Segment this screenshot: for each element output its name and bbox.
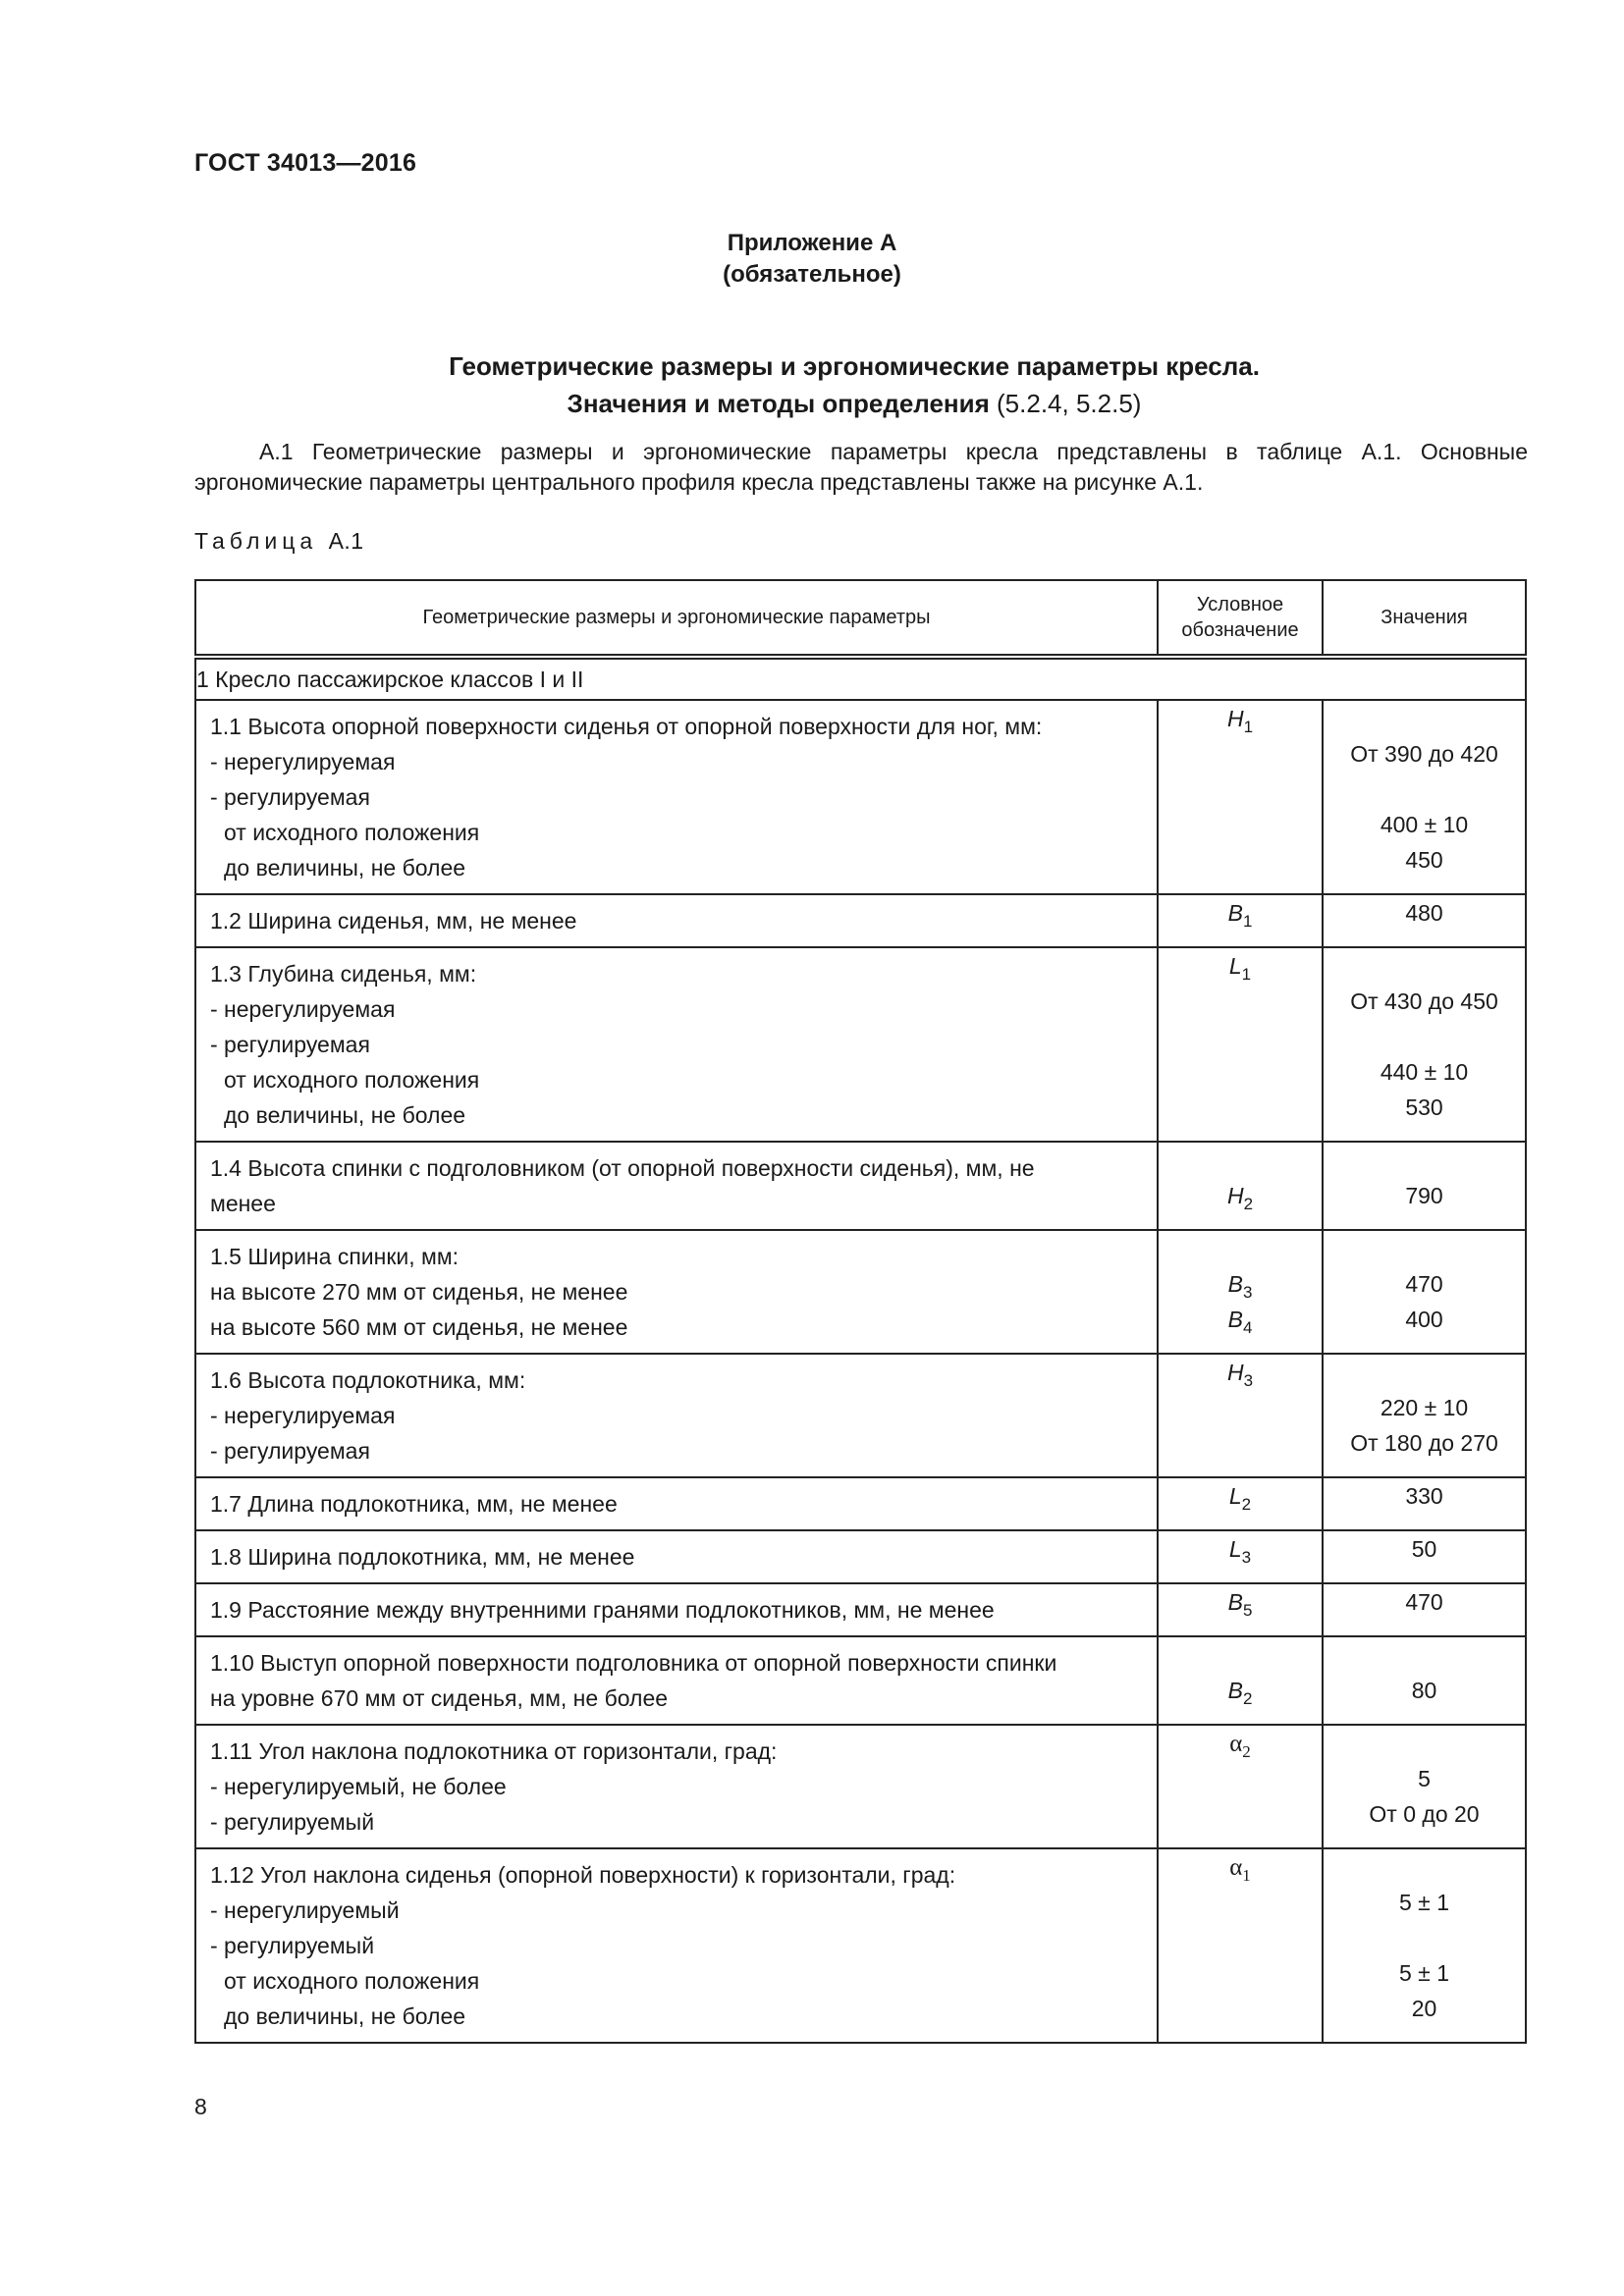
symbol-cell bbox=[1158, 1230, 1323, 1354]
symbol bbox=[1229, 1854, 1251, 1885]
symbol bbox=[1229, 1731, 1251, 1761]
value-line: 80 bbox=[1411, 1678, 1437, 1703]
table-row bbox=[195, 1230, 1526, 1354]
value-line: От 0 до 20 bbox=[1369, 1801, 1480, 1827]
value-line: 5 bbox=[1418, 1766, 1431, 1791]
parameter-cell bbox=[195, 1848, 1158, 2043]
table-row bbox=[195, 1725, 1526, 1848]
symbol-subscript: 1 bbox=[1241, 965, 1252, 984]
value-line bbox=[1324, 772, 1525, 807]
parameter-line: 1.5 Ширина спинки, мм: bbox=[210, 1244, 460, 1269]
parameter-line: 1.10 Выступ опорной поверхности подголовника от опорной поверхности спинки bbox=[210, 1650, 1057, 1676]
table-caption-number: А.1 bbox=[328, 528, 364, 554]
symbol-cell bbox=[1158, 947, 1323, 1142]
value-line: 400 bbox=[1405, 1307, 1443, 1332]
symbol-subscript: 3 bbox=[1243, 1371, 1254, 1390]
parameter-line: от исходного положения bbox=[224, 820, 480, 845]
annex-title: Приложение А bbox=[727, 230, 897, 256]
value-cell bbox=[1323, 1583, 1526, 1636]
symbol-base: B bbox=[1227, 1589, 1243, 1615]
symbol bbox=[1228, 1536, 1252, 1567]
value-line: 440 ± 10 bbox=[1380, 1059, 1469, 1085]
parameter-line: 1.8 Ширина подлокотника, мм, не менее bbox=[210, 1544, 635, 1570]
value-line: 5 ± 1 bbox=[1399, 1890, 1449, 1915]
value-line bbox=[1324, 1355, 1525, 1390]
symbol-base: L bbox=[1228, 1483, 1242, 1509]
parameter-line: от исходного положения bbox=[224, 1067, 480, 1093]
symbol bbox=[1226, 1183, 1254, 1213]
heading-line-2: Значения и методы определения bbox=[567, 389, 990, 418]
symbol-base: B bbox=[1227, 1307, 1243, 1332]
parameter-cell bbox=[195, 1725, 1158, 1848]
value-cell bbox=[1323, 1230, 1526, 1354]
parameter-line: 1.11 Угол наклона подлокотника от горизонтали, град: bbox=[210, 1738, 778, 1764]
parameter-cell bbox=[195, 1230, 1158, 1354]
value-line: 530 bbox=[1405, 1095, 1443, 1120]
parameter-line: - нерегулируемая bbox=[210, 996, 396, 1022]
parameter-line: 1.4 Высота спинки с подголовником (от опорной поверхности сиденья), мм, не bbox=[210, 1155, 1035, 1181]
annex-status: (обязательное) bbox=[723, 261, 901, 288]
symbol bbox=[1227, 1678, 1253, 1708]
value-line bbox=[1324, 1637, 1525, 1673]
heading-line-1: Геометрические размеры и эргономические параметры кресла. bbox=[449, 351, 1260, 381]
symbol-cell bbox=[1158, 1848, 1323, 2043]
symbol-subscript: 5 bbox=[1242, 1601, 1253, 1620]
symbol-base: L bbox=[1228, 953, 1242, 979]
parameter-cell bbox=[195, 1636, 1158, 1725]
value-line: От 430 до 450 bbox=[1350, 988, 1498, 1014]
value-cell bbox=[1323, 1530, 1526, 1583]
parameter-line: на уровне 670 мм от сиденья, мм, не более bbox=[210, 1685, 669, 1711]
symbol-subscript: 2 bbox=[1242, 1742, 1251, 1761]
parameter-line: на высоте 270 мм от сиденья, не менее bbox=[210, 1279, 628, 1305]
intro-paragraph: А.1 Геометрические размеры и эргономические параметры кресла представлены в таблице А.1. Основные эргономические параметры центрального профиля кресла представлены также на рисунке А.1. bbox=[194, 439, 1528, 495]
value-line: 400 ± 10 bbox=[1380, 812, 1469, 837]
value-line bbox=[1324, 1920, 1525, 1955]
symbol-base: H bbox=[1226, 1183, 1244, 1208]
annex-header bbox=[0, 228, 1624, 291]
symbol-subscript: 3 bbox=[1242, 1283, 1253, 1302]
symbol-base: L bbox=[1228, 1536, 1242, 1562]
symbol bbox=[1226, 1360, 1254, 1390]
symbol bbox=[1228, 1483, 1252, 1514]
parameter-cell bbox=[195, 947, 1158, 1142]
value-cell bbox=[1323, 1477, 1526, 1530]
value-cell bbox=[1323, 1142, 1526, 1230]
table-row bbox=[195, 1477, 1526, 1530]
value-cell bbox=[1323, 1354, 1526, 1477]
value-line: 480 bbox=[1405, 900, 1443, 926]
table-row bbox=[195, 1142, 1526, 1230]
table-caption-word: Таблица bbox=[194, 528, 318, 554]
table-row bbox=[195, 1354, 1526, 1477]
table-row bbox=[195, 1636, 1526, 1725]
symbol bbox=[1226, 706, 1254, 736]
parameter-line: до величины, не более bbox=[224, 1102, 466, 1128]
parameter-cell bbox=[195, 1477, 1158, 1530]
parameter-line: до величины, не более bbox=[224, 2003, 466, 2029]
parameter-cell bbox=[195, 1583, 1158, 1636]
heading-clause-ref: (5.2.4, 5.2.5) bbox=[989, 389, 1142, 418]
symbol-cell bbox=[1158, 1142, 1323, 1230]
symbol-base: B bbox=[1227, 1271, 1243, 1297]
parameter-line: от исходного положения bbox=[224, 1968, 480, 1994]
value-line: 330 bbox=[1405, 1483, 1443, 1509]
symbol-cell bbox=[1158, 894, 1323, 947]
value-line bbox=[1324, 1019, 1525, 1054]
parameter-line: - нерегулируемый bbox=[210, 1897, 400, 1923]
table-row bbox=[195, 894, 1526, 947]
symbol-subscript: 1 bbox=[1243, 718, 1254, 736]
symbol-cell bbox=[1158, 700, 1323, 894]
parameter-cell bbox=[195, 894, 1158, 947]
parameter-line: 1.9 Расстояние между внутренними гранями подлокотников, мм, не менее bbox=[210, 1597, 995, 1623]
value-line bbox=[1324, 1231, 1525, 1266]
symbol-subscript: 1 bbox=[1242, 1866, 1251, 1885]
symbol bbox=[1227, 1589, 1253, 1620]
parameter-line: 1.2 Ширина сиденья, мм, не менее bbox=[210, 908, 577, 934]
value-line bbox=[1324, 1726, 1525, 1761]
parameter-cell bbox=[195, 1354, 1158, 1477]
parameter-line: - регулируемый bbox=[210, 1809, 375, 1835]
table-row bbox=[195, 1848, 1526, 2043]
parameter-line: - регулируемая bbox=[210, 784, 370, 810]
document-id: ГОСТ 34013—2016 bbox=[194, 149, 417, 177]
symbol-subscript: 4 bbox=[1242, 1318, 1253, 1337]
table-row bbox=[195, 1530, 1526, 1583]
parameter-line: - нерегулируемая bbox=[210, 1403, 396, 1428]
header-symbol-line-1: Условное bbox=[1196, 594, 1284, 615]
symbol-cell bbox=[1158, 1636, 1323, 1725]
value-line: 470 bbox=[1405, 1271, 1443, 1297]
symbol-base: B bbox=[1227, 900, 1243, 926]
parameter-line: 1.12 Угол наклона сиденья (опорной поверхности) к горизонтали, град: bbox=[210, 1862, 956, 1888]
symbol bbox=[1228, 953, 1252, 984]
value-line: 220 ± 10 bbox=[1380, 1395, 1469, 1420]
symbol-subscript: 3 bbox=[1241, 1548, 1252, 1567]
annex-heading bbox=[0, 347, 1624, 422]
parameter-cell bbox=[195, 1530, 1158, 1583]
table-header-row bbox=[195, 580, 1526, 657]
parameter-line: - нерегулируемый, не более bbox=[210, 1774, 507, 1799]
parameter-line: 1.3 Глубина сиденья, мм: bbox=[210, 961, 477, 987]
symbol-cell bbox=[1158, 1583, 1323, 1636]
value-line: 790 bbox=[1405, 1183, 1443, 1208]
value-cell bbox=[1323, 1636, 1526, 1725]
symbol-cell bbox=[1158, 1354, 1323, 1477]
symbol-cell bbox=[1158, 1477, 1323, 1530]
value-cell bbox=[1323, 947, 1526, 1142]
header-symbol bbox=[1158, 580, 1323, 657]
symbol-subscript: 2 bbox=[1241, 1495, 1252, 1514]
parameter-line: 1.6 Высота подлокотника, мм: bbox=[210, 1367, 526, 1393]
parameter-line: - нерегулируемая bbox=[210, 749, 396, 774]
value-line: От 180 до 270 bbox=[1350, 1430, 1498, 1456]
value-line bbox=[1324, 1849, 1525, 1885]
parameter-line: до величины, не более bbox=[224, 855, 466, 881]
section-title: 1 Кресло пассажирское классов I и II bbox=[195, 657, 1526, 700]
symbol-base: H bbox=[1226, 706, 1244, 731]
table-row bbox=[195, 947, 1526, 1142]
page-number: 8 bbox=[194, 2094, 207, 2119]
symbol-base: α bbox=[1229, 1854, 1243, 1881]
value-line: 470 bbox=[1405, 1589, 1443, 1615]
table-row bbox=[195, 1583, 1526, 1636]
symbol bbox=[1227, 1271, 1253, 1302]
value-line bbox=[1324, 948, 1525, 984]
symbol bbox=[1227, 900, 1253, 931]
value-line: От 390 до 420 bbox=[1350, 741, 1498, 767]
value-line bbox=[1324, 1143, 1525, 1178]
value-cell bbox=[1323, 1725, 1526, 1848]
table-body bbox=[195, 657, 1526, 2043]
parameter-line: 1.1 Высота опорной поверхности сиденья от опорной поверхности для ног, мм: bbox=[210, 714, 1043, 739]
parameter-line: - регулируемая bbox=[210, 1438, 370, 1464]
value-line bbox=[1324, 701, 1525, 736]
header-parameters: Геометрические размеры и эргономические параметры bbox=[195, 580, 1158, 657]
value-line: 450 bbox=[1405, 847, 1443, 873]
value-cell bbox=[1323, 894, 1526, 947]
symbol-base: α bbox=[1229, 1731, 1243, 1757]
symbol-base: B bbox=[1227, 1678, 1243, 1703]
value-line: 5 ± 1 bbox=[1399, 1960, 1449, 1986]
parameters-table bbox=[194, 579, 1527, 2044]
parameter-cell bbox=[195, 700, 1158, 894]
symbol-base: H bbox=[1226, 1360, 1244, 1385]
symbol bbox=[1227, 1307, 1253, 1337]
symbol-subscript: 2 bbox=[1243, 1195, 1254, 1213]
parameter-line: менее bbox=[210, 1191, 276, 1216]
parameter-line: 1.7 Длина подлокотника, мм, не менее bbox=[210, 1491, 618, 1517]
table-row bbox=[195, 700, 1526, 894]
parameter-line: на высоте 560 мм от сиденья, не менее bbox=[210, 1314, 628, 1340]
symbol-subscript: 2 bbox=[1242, 1689, 1253, 1708]
table-caption bbox=[194, 528, 364, 555]
header-values: Значения bbox=[1323, 580, 1526, 657]
value-line: 50 bbox=[1411, 1536, 1437, 1562]
parameter-line: - регулируемый bbox=[210, 1933, 375, 1958]
value-cell bbox=[1323, 1848, 1526, 2043]
symbol-cell bbox=[1158, 1725, 1323, 1848]
symbol-cell bbox=[1158, 1530, 1323, 1583]
header-symbol-line-2: обозначение bbox=[1181, 619, 1299, 641]
parameter-cell bbox=[195, 1142, 1158, 1230]
value-line: 20 bbox=[1411, 1996, 1437, 2021]
section-row bbox=[195, 657, 1526, 700]
value-cell bbox=[1323, 700, 1526, 894]
symbol-subscript: 1 bbox=[1242, 912, 1253, 931]
parameter-line: - регулируемая bbox=[210, 1032, 370, 1057]
